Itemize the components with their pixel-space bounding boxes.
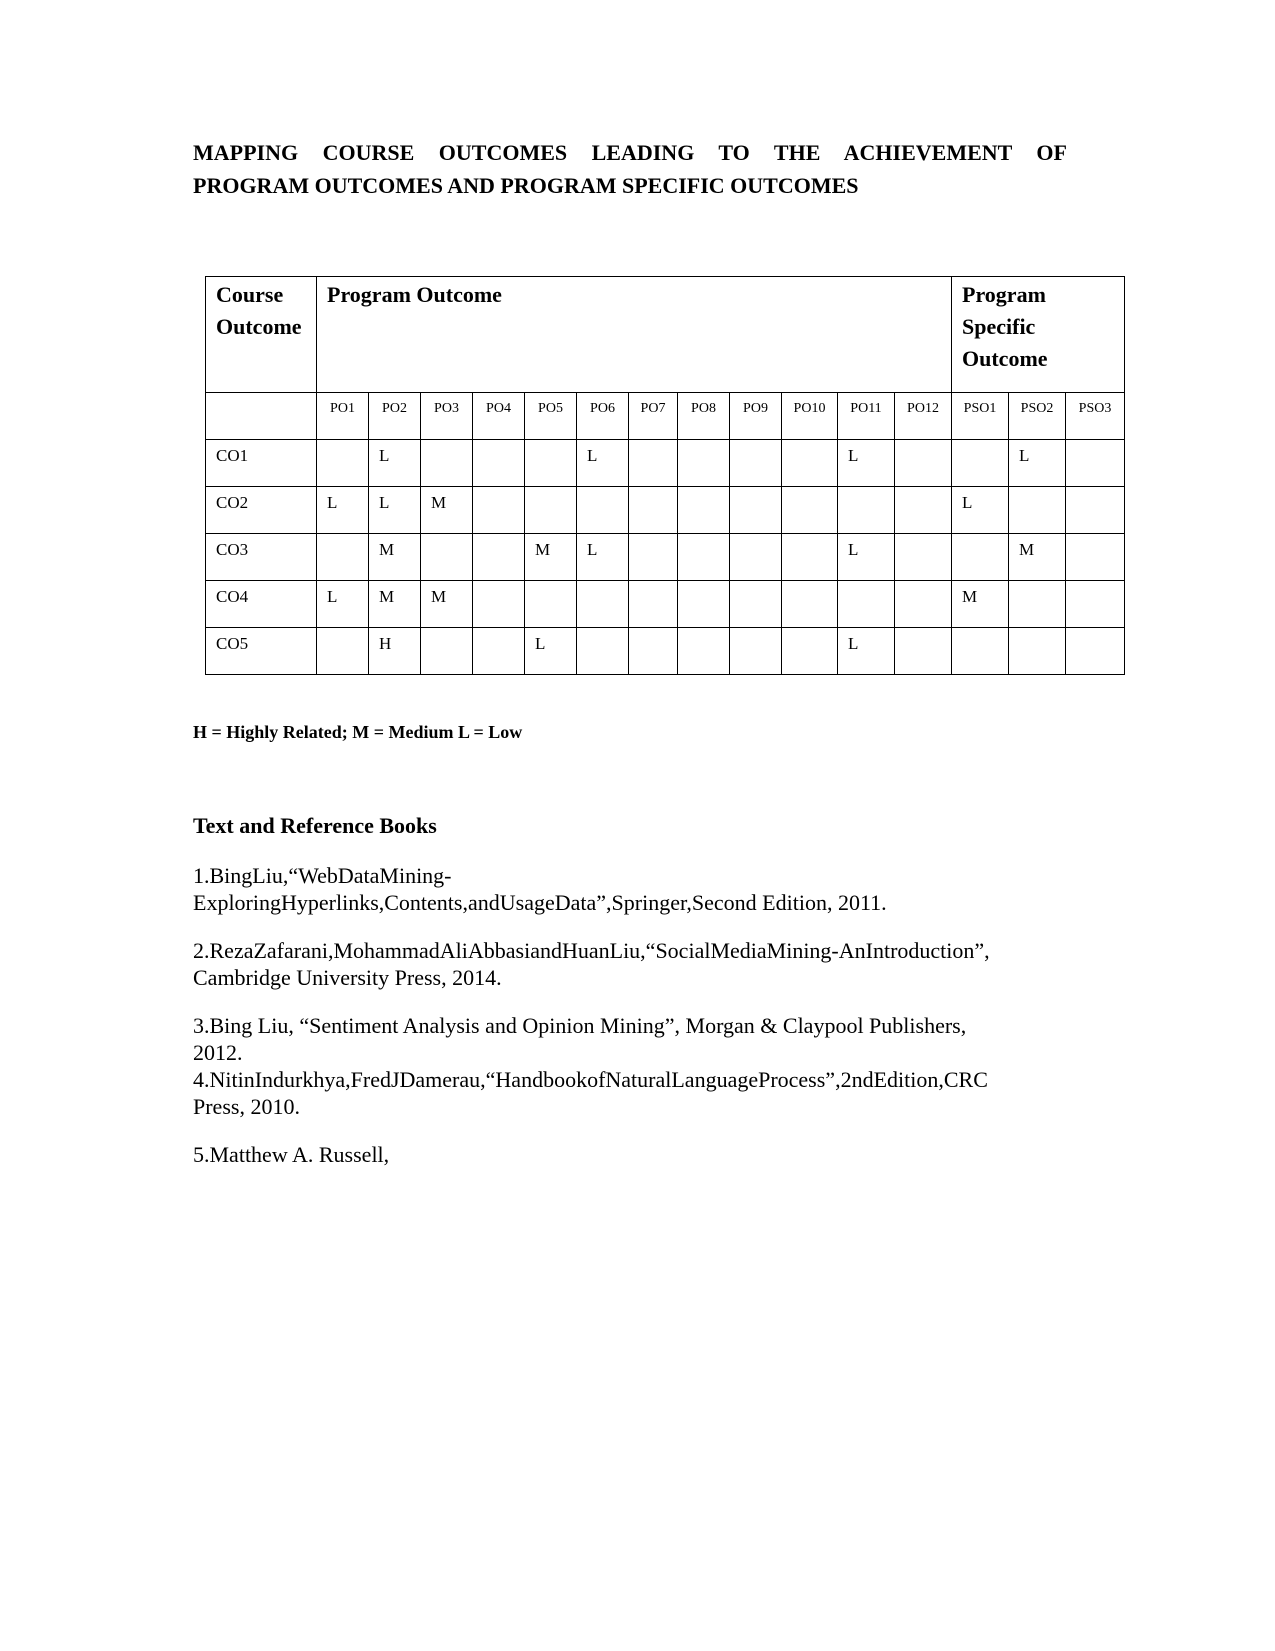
column-label-pso2: PSO2 [1009, 393, 1066, 440]
mapping-cell [317, 440, 369, 487]
mapping-cell [730, 487, 782, 534]
mapping-cell [577, 628, 629, 675]
mapping-cell [678, 534, 730, 581]
mapping-cell [782, 440, 838, 487]
mapping-cell [629, 581, 678, 628]
mapping-cell [952, 628, 1009, 675]
mapping-cell: L [838, 534, 895, 581]
column-label-po4: PO4 [473, 393, 525, 440]
reference-2: 2.RezaZafarani,MohammadAliAbbasiandHuanLiu,“SocialMediaMining-AnIntroduction”, Cambridge University Press, 2014. [193, 938, 990, 990]
mapping-cell [782, 534, 838, 581]
mapping-cell: M [369, 534, 421, 581]
mapping-cell [838, 487, 895, 534]
row-label-co5: CO5 [206, 628, 317, 675]
mapping-cell [421, 628, 473, 675]
reference-5: 5.Matthew A. Russell, [193, 1142, 390, 1167]
mapping-cell: L [369, 440, 421, 487]
mapping-cell: L [577, 534, 629, 581]
mapping-cell: L [369, 487, 421, 534]
mapping-cell: L [577, 440, 629, 487]
mapping-cell [1009, 487, 1066, 534]
mapping-cell [473, 628, 525, 675]
mapping-cell [952, 440, 1009, 487]
mapping-cell [895, 534, 952, 581]
mapping-cell [1066, 628, 1125, 675]
mapping-cell [730, 440, 782, 487]
mapping-cell [1066, 440, 1125, 487]
mapping-cell: L [317, 487, 369, 534]
column-label-po5: PO5 [525, 393, 577, 440]
mapping-cell [629, 628, 678, 675]
row-label-co1: CO1 [206, 440, 317, 487]
mapping-cell [678, 487, 730, 534]
mapping-cell [317, 628, 369, 675]
column-label-pso1: PSO1 [952, 393, 1009, 440]
mapping-cell [629, 440, 678, 487]
mapping-cell: L [317, 581, 369, 628]
mapping-cell [473, 581, 525, 628]
column-label-pso3: PSO3 [1066, 393, 1125, 440]
mapping-cell [1009, 581, 1066, 628]
mapping-cell: M [1009, 534, 1066, 581]
table-row [206, 534, 1125, 581]
mapping-cell [473, 440, 525, 487]
row-label-co2: CO2 [206, 487, 317, 534]
table-row [206, 581, 1125, 628]
mapping-cell [473, 534, 525, 581]
column-label-po10: PO10 [782, 393, 838, 440]
mapping-cell [838, 581, 895, 628]
title-line-2: PROGRAM OUTCOMES AND PROGRAM SPECIFIC OUTCOMES [193, 173, 859, 198]
mapping-cell [1009, 628, 1066, 675]
mapping-cell [678, 628, 730, 675]
co-po-mapping-table [205, 276, 1125, 675]
column-label-po1: PO1 [317, 393, 369, 440]
column-labels-row [206, 393, 1125, 440]
table-row [206, 628, 1125, 675]
mapping-cell: H [369, 628, 421, 675]
mapping-cell [952, 534, 1009, 581]
header-row [206, 277, 1125, 393]
mapping-cell [1066, 487, 1125, 534]
mapping-cell: M [369, 581, 421, 628]
course-outcome-header: Course Outcome [206, 277, 317, 393]
table-row [206, 440, 1125, 487]
mapping-cell: L [525, 628, 577, 675]
mapping-cell [421, 534, 473, 581]
column-label-po8: PO8 [678, 393, 730, 440]
column-label-po3: PO3 [421, 393, 473, 440]
column-label-po2: PO2 [369, 393, 421, 440]
column-label-po12: PO12 [895, 393, 952, 440]
mapping-cell: M [952, 581, 1009, 628]
legend: H = Highly Related; M = Medium L = Low [193, 722, 523, 742]
program-outcome-header: Program Outcome [317, 277, 952, 393]
mapping-cell: L [838, 440, 895, 487]
row-label-co3: CO3 [206, 534, 317, 581]
page-title [193, 136, 1067, 202]
mapping-cell [730, 581, 782, 628]
reference-4: 4.NitinIndurkhya,FredJDamerau,“HandbookofNaturalLanguageProcess”,2ndEdition,CRC Press, 2010. [193, 1067, 988, 1119]
reference-3: 3.Bing Liu, “Sentiment Analysis and Opinion Mining”, Morgan & Claypool Publishers, 2012. [193, 1013, 967, 1065]
mapping-cell [678, 581, 730, 628]
mapping-cell [678, 440, 730, 487]
mapping-cell [1066, 534, 1125, 581]
table-row [206, 487, 1125, 534]
mapping-cell [895, 628, 952, 675]
mapping-cell [629, 534, 678, 581]
pso-header: Program Specific Outcome [952, 277, 1125, 393]
mapping-cell [525, 440, 577, 487]
title-line-1: MAPPING COURSE OUTCOMES LEADING TO THE ACHIEVEMENT OF [193, 140, 1067, 165]
mapping-cell [421, 440, 473, 487]
column-label-po11: PO11 [838, 393, 895, 440]
mapping-cell [1066, 581, 1125, 628]
mapping-cell [525, 487, 577, 534]
column-label-po9: PO9 [730, 393, 782, 440]
row-label-co4: CO4 [206, 581, 317, 628]
mapping-cell [317, 534, 369, 581]
mapping-cell: M [421, 487, 473, 534]
mapping-cell [577, 487, 629, 534]
column-label-po6: PO6 [577, 393, 629, 440]
mapping-cell [730, 628, 782, 675]
mapping-cell [895, 487, 952, 534]
references-heading: Text and Reference Books [193, 813, 437, 838]
mapping-cell [895, 440, 952, 487]
mapping-cell [577, 581, 629, 628]
mapping-cell [782, 487, 838, 534]
mapping-cell: L [1009, 440, 1066, 487]
reference-1: 1.BingLiu,“WebDataMining- ExploringHyperlinks,Contents,andUsageData”,Springer,Second Edition, 2011. [193, 863, 887, 915]
mapping-cell [782, 628, 838, 675]
column-label-po7: PO7 [629, 393, 678, 440]
mapping-cell [629, 487, 678, 534]
mapping-cell: M [525, 534, 577, 581]
mapping-cell: L [838, 628, 895, 675]
empty-corner-cell [206, 393, 317, 440]
mapping-cell [525, 581, 577, 628]
mapping-cell [782, 581, 838, 628]
mapping-cell: M [421, 581, 473, 628]
mapping-cell: L [952, 487, 1009, 534]
mapping-cell [895, 581, 952, 628]
mapping-cell [473, 487, 525, 534]
mapping-cell [730, 534, 782, 581]
